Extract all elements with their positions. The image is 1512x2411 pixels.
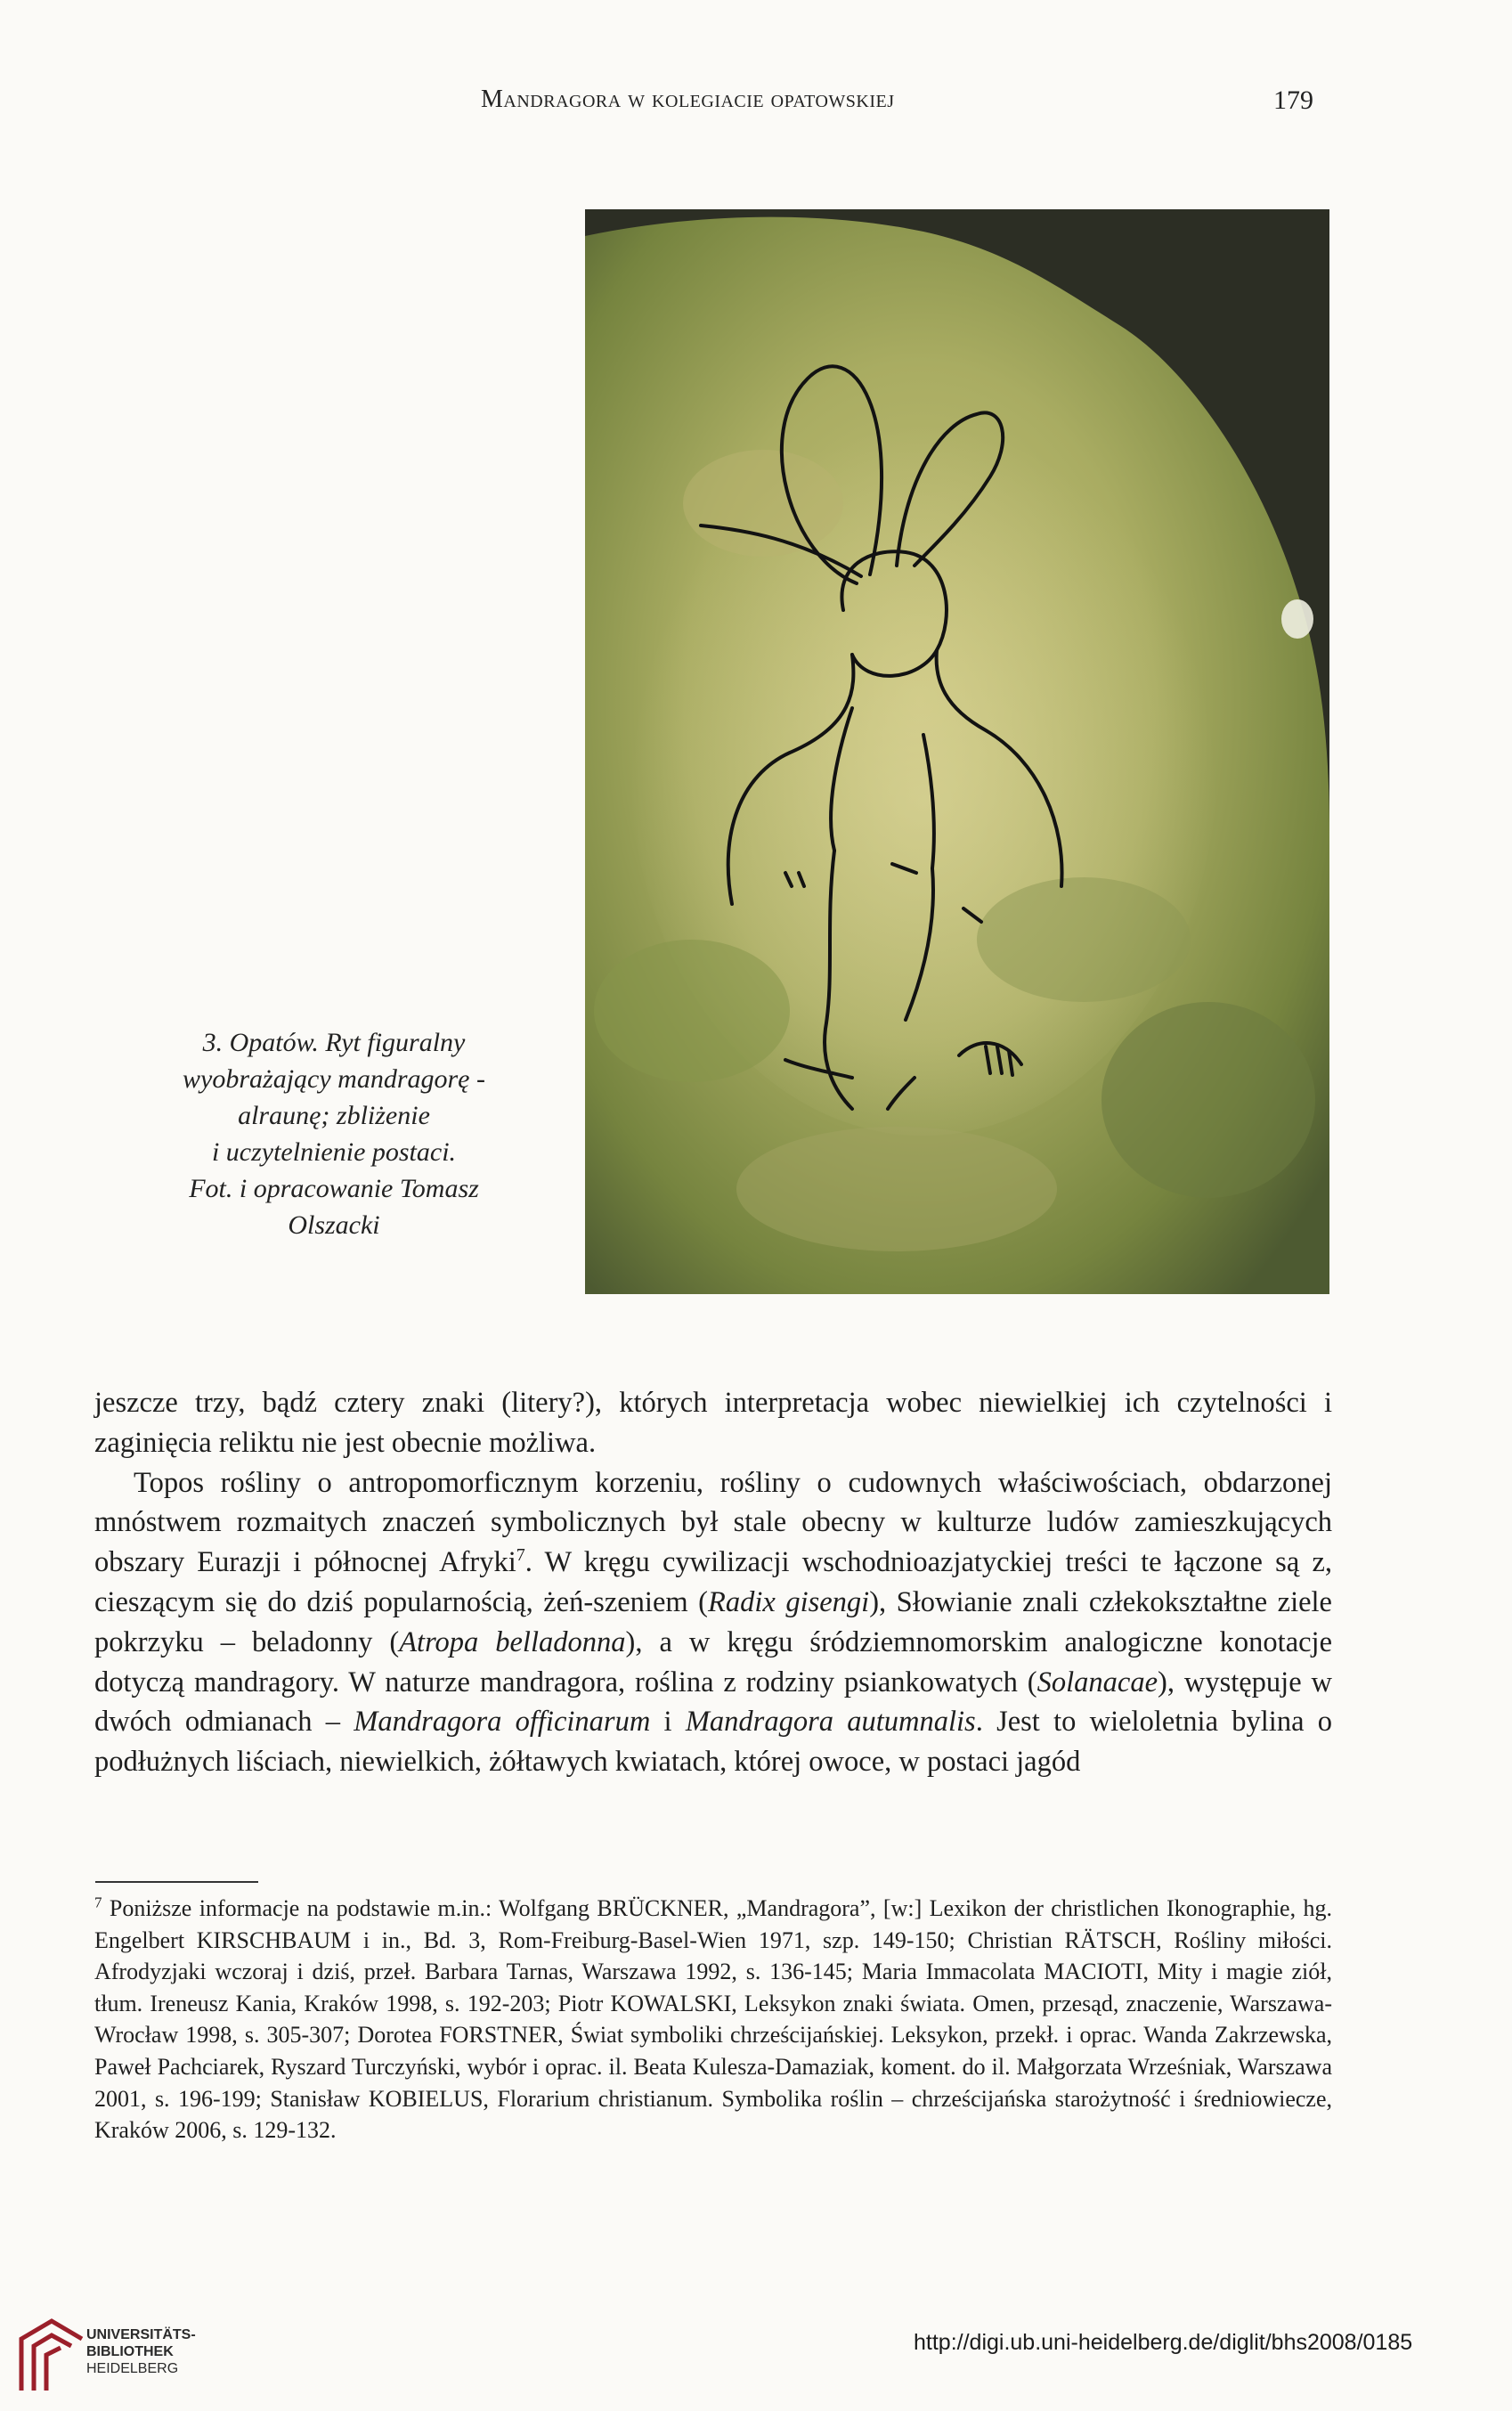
text-run: Topos rośliny o antropomorficznym korzeniu, rośliny o cudownych właściwościach, obdarzonej mnóstwem rozmaitych znaczeń symbolicznych był stale obecny w kulturze ludów zamieszkujących obszary Eurazji i północnej Afryki xyxy=(94,1466,1332,1579)
footnote-text: Poniższe informacje na podstawie m.in.: Wolfgang BRÜCKNER, „Mandragora”, [w:] Lexikon der christlichen Ikonographie, hg. Engelbert KIRSCHBAUM i in., Bd. 3, Rom-Freiburg-Basel-Wien 1971, szp. 149-150; Christian RÄTSCH, Rośliny miłości. Afrodyzjaki wczoraj i dziś, przeł. Barbara Tarnas, Warszawa 1992, s. 136-145; Maria Immacolata MACIOTI, Mity i magie ziół, tłum. Ireneusz Kania, Kraków 1998, s. 192-203; Piotr KOWALSKI, Leksykon znaki świata. Omen, przesąd, znaczenie, Warszawa-Wrocław 1998, s. 305-307; Dorotea FORSTNER, Świat symboliki chrześcijańskiej. Leksykon, przekł. i oprac. Wanda Zakrzewska, Paweł Pachciarek, Ryszard Turczyński, wybór i oprac. il. Beata Kulesza-Damaziak, koment. do il. Małgorzata Wrześniak, Warszawa 2001, s. 196-199; Stanisław KOBIELUS, Florarium christianum. Symbolika roślin – chrześcijańska starożytność i średniowiecze, Kraków 2006, s. 129-132. xyxy=(94,1895,1333,2144)
species-name: Mandragora autumnalis xyxy=(685,1706,976,1739)
logo-line: BIBLIOTHEK xyxy=(86,2344,174,2359)
paragraph xyxy=(94,1463,1332,1782)
species-name: Solanacae xyxy=(1036,1666,1158,1698)
footnote-number: 7 xyxy=(94,1894,102,1911)
text-run: i xyxy=(650,1706,686,1739)
figure-caption xyxy=(107,1024,561,1243)
footnote-reference[interactable]: 7 xyxy=(516,1545,525,1566)
text-run: . Jest to wieloletnia bylina o podłużnych liściach, niewielkich, żółtawych kwiatach, której owoce, w postaci jagód xyxy=(94,1706,1333,1779)
species-name: Radix gisengi xyxy=(708,1585,870,1618)
logo-line: HEIDELBERG xyxy=(86,2361,179,2376)
footnote xyxy=(94,1893,1332,2146)
library-logo[interactable] xyxy=(16,2312,89,2394)
footnote-rule xyxy=(95,1881,258,1883)
text-run: ), występuje w dwóch odmianach – xyxy=(94,1666,1332,1739)
paragraph: jeszcze trzy, bądź cztery znaki (litery?), których interpretacja wobec niewielkiej ich czytelności i zaginięcia reliktu nie jest obecnie możliwa. xyxy=(94,1387,1332,1459)
species-name: Mandragora officinarum xyxy=(354,1706,651,1739)
running-head: Mandragora w kolegiacie opatowskiej xyxy=(481,86,895,113)
text-run: ), a w kręgu śródziemnomorskim analogiczne konotacje dotyczą mandragory. W naturze mandragora, roślina z rodziny psiankowatych ( xyxy=(94,1625,1333,1698)
body-text xyxy=(94,1383,1332,1782)
mandrake-engraving-image xyxy=(585,209,1329,1294)
text-run: . W kręgu cywilizacji wschodnioazjatyckiej treści te łączone są z, cieszącym się do dziś popularnością, żeń-szeniem ( xyxy=(94,1546,1332,1618)
caption-line: 3. Opatów. Ryt figuralny xyxy=(202,1028,466,1057)
figure-photo xyxy=(585,209,1329,1294)
library-logo-text xyxy=(86,2326,196,2377)
caption-line: Olszacki xyxy=(288,1210,380,1240)
text-run: ), Słowianie znali człekokształtne ziele pokrzyku – beladonny ( xyxy=(94,1585,1332,1658)
footnote-paragraph xyxy=(94,1893,1332,2146)
page-number: 179 xyxy=(1273,86,1313,115)
source-url[interactable]: http://digi.ub.uni-heidelberg.de/diglit/bhs2008/0185 xyxy=(914,2330,1413,2355)
logo-line: UNIVERSITÄTS- xyxy=(86,2327,196,2342)
caption-line: wyobrażający mandragorę - xyxy=(183,1064,485,1094)
caption-line: i uczytelnienie postaci. xyxy=(211,1137,457,1167)
caption-line: alraunę; zbliżenie xyxy=(238,1101,430,1130)
caption-line: Fot. i opracowanie Tomasz xyxy=(189,1174,479,1203)
species-name: Atropa belladonna xyxy=(399,1625,626,1658)
library-logo-icon xyxy=(16,2312,89,2394)
